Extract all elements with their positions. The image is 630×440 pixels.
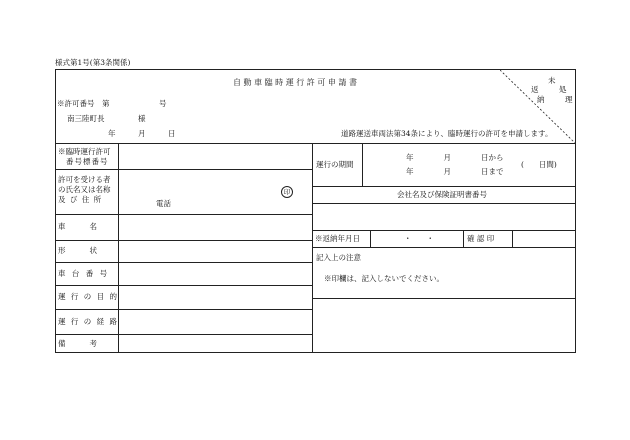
stamp-ri: 理 bbox=[565, 95, 573, 104]
application-date: 年 月 日 bbox=[108, 129, 176, 138]
form-number: 様式第1号(第3条関係) bbox=[55, 58, 131, 67]
form-title: 自 動 車 臨 時 運 行 許 可 申 請 書 bbox=[233, 78, 357, 87]
vehicle-name-label: 車 名 bbox=[58, 222, 100, 231]
honorific: 様 bbox=[138, 114, 146, 123]
phone-label: 電話 bbox=[156, 199, 171, 208]
form-frame bbox=[55, 69, 576, 353]
chassis-number-label: 車 台 番 号 bbox=[58, 269, 110, 278]
permit-number-label: ※許可番号 第 bbox=[57, 99, 110, 108]
period-from: 年 月 日から bbox=[406, 153, 504, 162]
purpose-label: 運 行 の 目 的 bbox=[58, 292, 119, 301]
stamp-sho: 処 bbox=[559, 85, 567, 94]
stamp-no: 納 bbox=[537, 95, 545, 104]
applicant-label-3: 及 び 住 所 bbox=[58, 195, 103, 204]
application-statement: 道路運送車両法第34条により、臨時運行の許可を申請します。 bbox=[341, 129, 553, 138]
notes-text: ※印欄は、記入しないでください。 bbox=[324, 274, 444, 283]
stamp-mi: 未 bbox=[548, 76, 556, 85]
stamp-hen: 返 bbox=[531, 85, 539, 94]
remarks-label: 備 考 bbox=[58, 339, 100, 348]
addressee: 南三陸町長 bbox=[67, 114, 105, 123]
period-label: 運行の期間 bbox=[316, 160, 354, 169]
insurance-label: 会社名及び保険証明書番号 bbox=[397, 190, 487, 199]
notes-title: 記入上の注意 bbox=[316, 253, 361, 262]
return-date-value: ・ ・ bbox=[404, 234, 434, 243]
confirm-seal-label: 確 認 印 bbox=[467, 234, 495, 243]
period-to: 年 月 日まで bbox=[406, 167, 504, 176]
applicant-label-1: 許可を受ける者 bbox=[58, 175, 111, 184]
seal-mark: 印 bbox=[281, 186, 293, 198]
return-date-label: ※返納年月日 bbox=[315, 234, 360, 243]
period-days: ( 日間) bbox=[521, 160, 557, 169]
applicant-label-2: の氏名又は名称 bbox=[58, 185, 111, 194]
temp-plate-label-2: 番号標番号 bbox=[66, 157, 109, 166]
permit-number-suffix: 号 bbox=[159, 99, 167, 108]
temp-plate-label-1: ※臨時運行許可 bbox=[58, 147, 111, 156]
shape-label: 形 状 bbox=[58, 246, 100, 255]
route-label: 運 行 の 経 路 bbox=[58, 317, 119, 326]
